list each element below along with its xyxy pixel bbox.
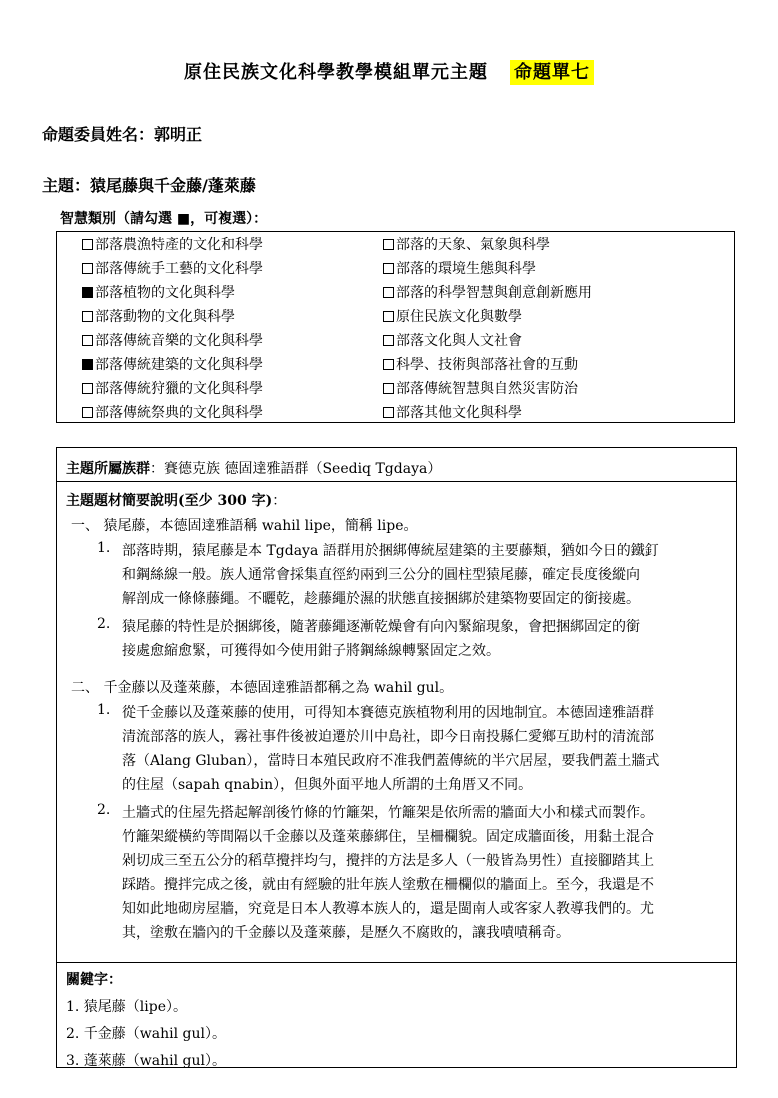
paragraph-line: 部落時期，猿尾藤是本 Tgdaya 語群用於捆綁傳統屋建築的主要藤類，猶如今日的鐵釘: [122, 543, 659, 559]
checkbox-unchecked[interactable]: [82, 407, 93, 418]
keyword-item: 1. 猿尾藤（lipe）。: [66, 999, 188, 1015]
topic-label: 主題：: [42, 176, 91, 195]
category-option[interactable]: [82, 378, 263, 400]
section-two-heading: 二、 千金藤以及蓬萊藤，本德固達雅語都稱之為 wahil gul。: [71, 680, 454, 696]
item-number: 1.: [97, 702, 111, 718]
tribe-value: ：賽德克族 德固達雅語群（Seediq Tgdaya）: [150, 461, 442, 477]
item-number: 2.: [97, 802, 111, 818]
category-option[interactable]: [82, 402, 263, 424]
category-option[interactable]: [82, 306, 235, 328]
category-option-label: 部落傳統狩獵的文化與科學: [95, 381, 263, 397]
page-title: [0, 58, 778, 84]
summary-colon: ：: [272, 493, 287, 509]
checkbox-unchecked[interactable]: [383, 263, 394, 274]
checkbox-unchecked[interactable]: [82, 311, 93, 322]
category-option-label: 科學、技術與部落社會的互動: [396, 357, 578, 373]
checkbox-checked[interactable]: [82, 287, 93, 298]
paragraph-line: 土牆式的住屋先搭起解剖後竹條的竹籬架，竹籬架是依所需的牆面大小和樣式而製作。: [122, 805, 654, 821]
checkbox-unchecked[interactable]: [383, 335, 394, 346]
checkbox-unchecked[interactable]: [383, 359, 394, 370]
checkbox-unchecked[interactable]: [82, 263, 93, 274]
tribe-row: [66, 458, 441, 478]
category-option-label: 部落農漁特產的文化和科學: [95, 237, 263, 253]
category-option[interactable]: [383, 354, 578, 376]
category-option-label: 部落傳統建築的文化與科學: [95, 357, 263, 373]
paragraph-line: 從千金藤以及蓬萊藤的使用，可得知本賽德克族植物利用的因地制宜。本德固達雅語群: [122, 705, 654, 721]
category-option-label: 部落傳統手工藝的文化科學: [95, 261, 263, 277]
category-option-label: 部落文化與人文社會: [396, 333, 522, 349]
section-one-heading: 一、 猿尾藤，本德固達雅語稱 wahil lipe，簡稱 lipe。: [71, 518, 418, 534]
category-option[interactable]: [383, 234, 550, 256]
topic-value: 猿尾藤與千金藤/蓬萊藤: [90, 176, 256, 195]
checkbox-unchecked[interactable]: [383, 407, 394, 418]
category-option[interactable]: [383, 282, 592, 304]
paragraph-line: 其，塗敷在牆內的千金藤以及蓬萊藤，是歷久不腐敗的，讓我嘖嘖稱奇。: [122, 925, 570, 941]
paragraph-line: 知如此地砌房屋牆，究竟是日本人教導本族人的，還是閩南人或客家人教導我們的。尤: [122, 901, 654, 917]
checkbox-unchecked[interactable]: [383, 239, 394, 250]
keyword-item: 3. 蓬萊藤（wahil gul）。: [66, 1053, 227, 1069]
checkbox-unchecked[interactable]: [383, 311, 394, 322]
checkbox-unchecked[interactable]: [383, 287, 394, 298]
checkbox-unchecked[interactable]: [383, 383, 394, 394]
category-option-label: 部落的科學智慧與創意創新應用: [396, 285, 592, 301]
paragraph-line: 猿尾藤的特性是於捆綁後，隨著藤繩逐漸乾燥會有向內緊縮現象，會把捆綁固定的銜: [122, 619, 640, 635]
summary-label: 主題題材簡要說明(至少 300 字): [66, 493, 273, 509]
category-option-label: 部落的天象、氣象與科學: [396, 237, 550, 253]
paragraph-line: 踩踏。攪拌完成之後，就由有經驗的壯年族人塗敷在柵欄似的牆面上。至今，我還是不: [122, 877, 654, 893]
item-number: 1.: [97, 540, 111, 556]
category-option-label: 部落傳統祭典的文化與科學: [95, 405, 263, 421]
category-option[interactable]: [82, 330, 263, 352]
checkbox-unchecked[interactable]: [82, 383, 93, 394]
committee-label: 命題委員姓名：: [42, 125, 155, 144]
category-option[interactable]: [383, 258, 536, 280]
paragraph-line: 清流部落的族人，霧社事件後被迫遷於川中島社，即今日南投縣仁愛鄉互助村的清流部: [122, 729, 654, 745]
category-option-label: 部落的環境生態與科學: [396, 261, 536, 277]
paragraph-line: 和鋼絲線一般。族人通常會採集直徑約兩到三公分的圓柱型猿尾藤，確定長度後縱向: [122, 567, 640, 583]
paragraph-line: 解剖成一條條藤繩。不曬乾，趁藤繩於濕的狀態直接捆綁於建築物要固定的銜接處。: [122, 591, 640, 607]
category-option[interactable]: [383, 378, 578, 400]
wisdom-category-title: 智慧類別（請勾選 ■，可複選）：: [60, 211, 268, 227]
topic-line: [42, 173, 256, 196]
checkbox-checked[interactable]: [82, 359, 93, 370]
category-option-label: 部落傳統音樂的文化與科學: [95, 333, 263, 349]
category-option-label: 原住民族文化與數學: [396, 309, 522, 325]
paragraph-line: 落（Alang Gluban），當時日本殖民政府不准我們蓋傳統的半穴居屋，要我們蓋土牆式: [122, 753, 660, 769]
committee-line: [42, 122, 202, 145]
category-option-label: 部落植物的文化與科學: [95, 285, 235, 301]
content-table: [56, 447, 737, 1068]
category-option[interactable]: [383, 330, 522, 352]
row-divider: [57, 962, 736, 963]
category-option-label: 部落動物的文化與科學: [95, 309, 235, 325]
committee-name: 郭明正: [154, 125, 203, 144]
category-option-label: 部落其他文化與科學: [396, 405, 522, 421]
keyword-item: 2. 千金藤（wahil gul）。: [66, 1026, 227, 1042]
row-divider: [57, 481, 736, 482]
paragraph-line: 的住屋（sapah qnabin），但與外面平地人所謂的土角厝又不同。: [122, 777, 533, 793]
category-option[interactable]: [82, 282, 235, 304]
checkbox-unchecked[interactable]: [82, 239, 93, 250]
paragraph-line: 剁切成三至五公分的稻草攪拌均勻，攪拌的方法是多人（一般皆為男性）直接腳踏其上: [122, 853, 654, 869]
paragraph-line: 竹籬架縱橫約等間隔以千金藤以及蓬萊藤綁住，呈柵欄貌。固定成牆面後，用黏土混合: [122, 829, 654, 845]
category-option[interactable]: [383, 402, 522, 424]
wisdom-category-box: [56, 231, 735, 423]
category-option[interactable]: [82, 258, 263, 280]
checkbox-unchecked[interactable]: [82, 335, 93, 346]
item-number: 2.: [97, 616, 111, 632]
tribe-label: 主題所屬族群: [66, 461, 150, 477]
keywords-label: 關鍵字：: [66, 972, 122, 988]
title-tag: 命題單七: [510, 60, 594, 85]
category-option[interactable]: [82, 354, 263, 376]
summary-label-row: [66, 490, 286, 510]
title-text: 原住民族文化科學教學模組單元主題: [184, 62, 488, 83]
paragraph-line: 接處愈縮愈緊，可獲得如今使用鉗子將鋼絲線轉緊固定之效。: [122, 643, 500, 659]
category-option-label: 部落傳統智慧與自然災害防治: [396, 381, 578, 397]
category-option[interactable]: [82, 234, 263, 256]
category-option[interactable]: [383, 306, 522, 328]
